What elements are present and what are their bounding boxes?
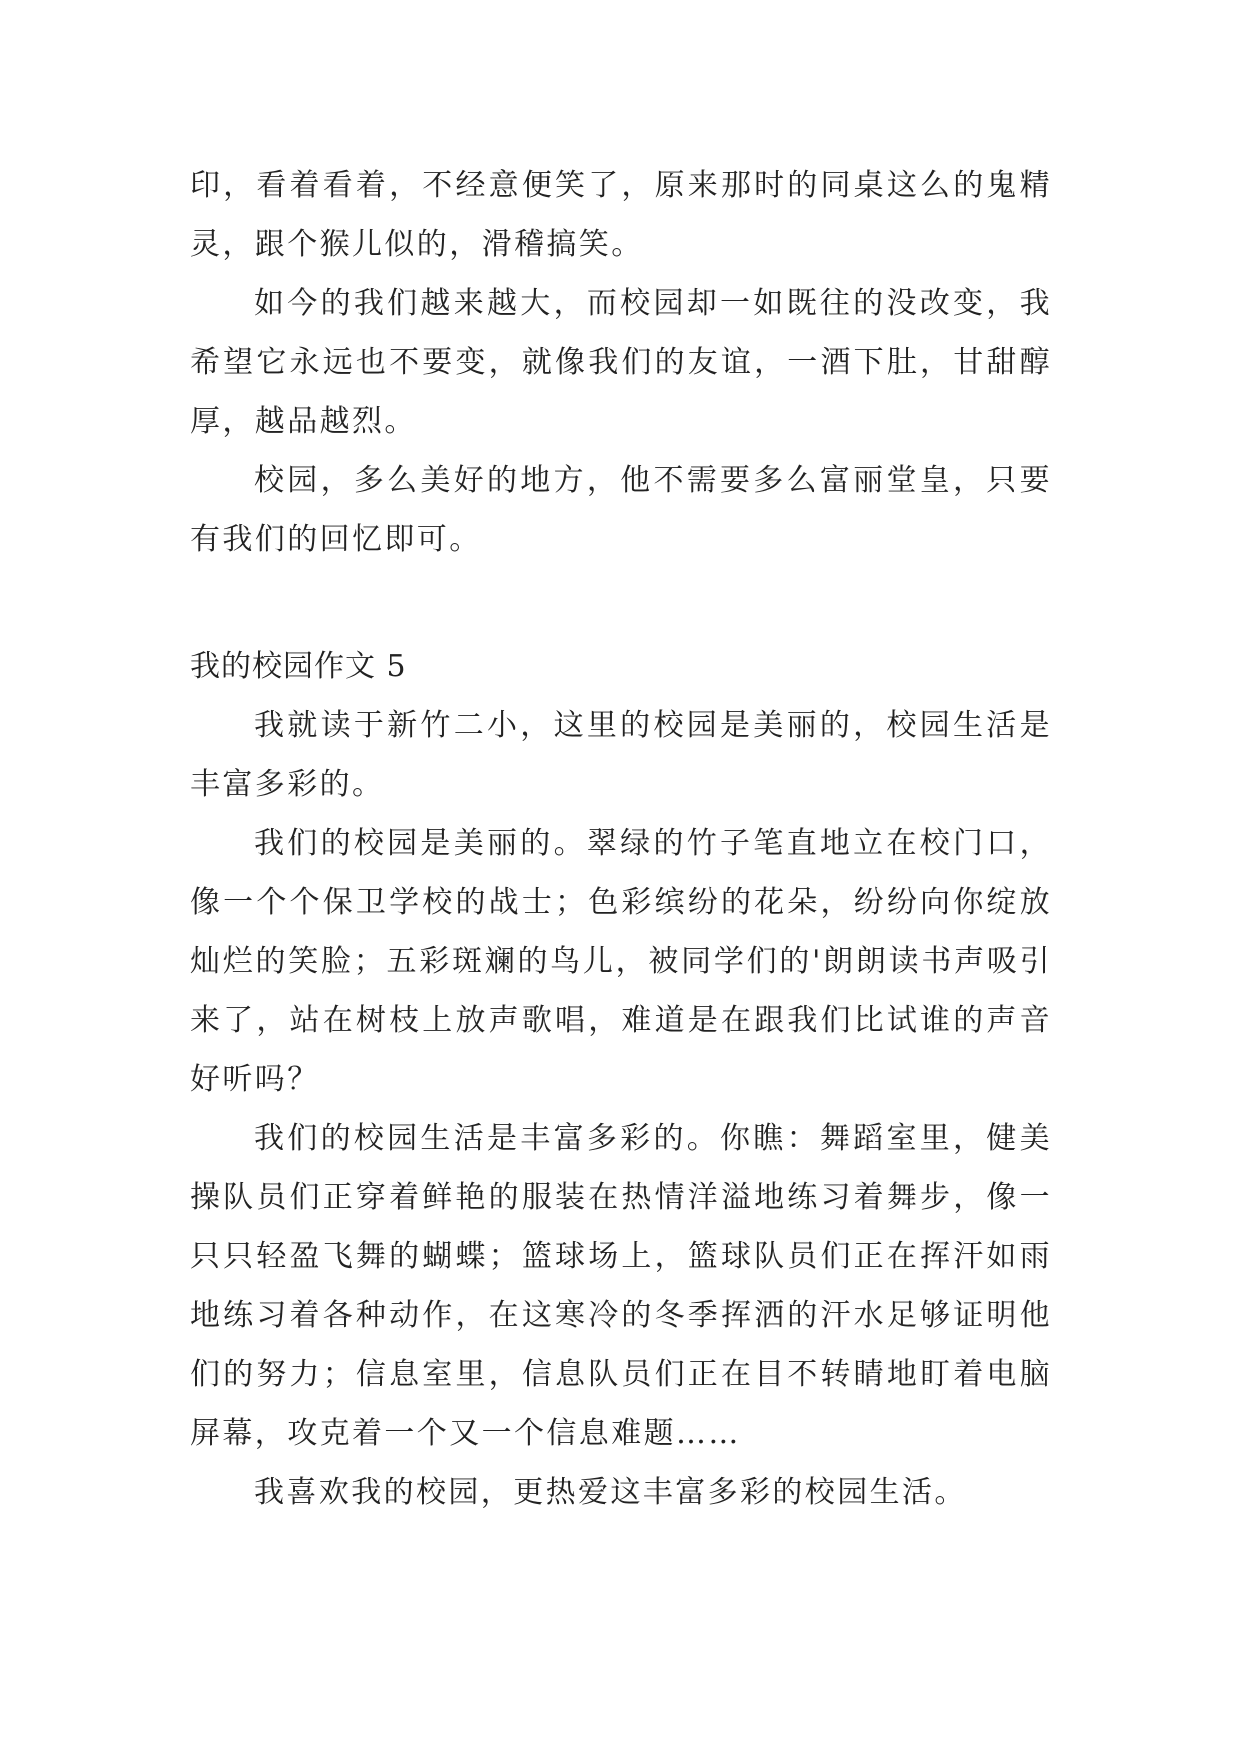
paragraph-intro: 我就读于新竹二小，这里的校园是美丽的，校园生活是丰富多彩的。 bbox=[190, 708, 1052, 802]
section-title: 我的校园作文 5 bbox=[190, 649, 407, 684]
essay-section bbox=[190, 637, 1052, 1522]
paragraph-campus-unchanged: 如今的我们越来越大，而校园却一如既往的没改变，我希望它永远也不要变，就像我们的友谊，一酒下肚，甘甜醇厚，越品越烈。 bbox=[190, 286, 1052, 439]
paragraph-conclusion: 我喜欢我的校园，更热爱这丰富多彩的校园生活。 bbox=[254, 1475, 967, 1510]
paragraph-beautiful-campus: 我们的校园是美丽的。翠绿的竹子笔直地立在校门口，像一个个保卫学校的战士；色彩缤纷的花朵，纷纷向你绽放灿烂的笑脸；五彩斑斓的鸟儿，被同学们的'朗朗读书声吸引来了，站在树枝上放声歌唱，难道是在跟我们比试谁的声音好听吗？ bbox=[190, 826, 1052, 1097]
paragraph-campus-life: 我们的校园生活是丰富多彩的。你瞧：舞蹈室里，健美操队员们正穿着鲜艳的服装在热情洋溢地练习着舞步，像一只只轻盈飞舞的蝴蝶；篮球场上，篮球队员们正在挥汗如雨地练习着各种动作，在这寒冷的冬季挥洒的汗水足够证明他们的努力；信息室里，信息队员们正在目不转睛地盯着电脑屏幕，攻克着一个又一个信息难题…… bbox=[190, 1121, 1052, 1451]
continued-text-block bbox=[190, 156, 1052, 569]
paragraph-campus-memories: 校园，多么美好的地方，他不需要多么富丽堂皇，只要有我们的回忆即可。 bbox=[190, 463, 1052, 557]
paragraph-continued-memory: 印，看着看着，不经意便笑了，原来那时的同桌这么的鬼精灵，跟个猴儿似的，滑稽搞笑。 bbox=[190, 168, 1052, 262]
